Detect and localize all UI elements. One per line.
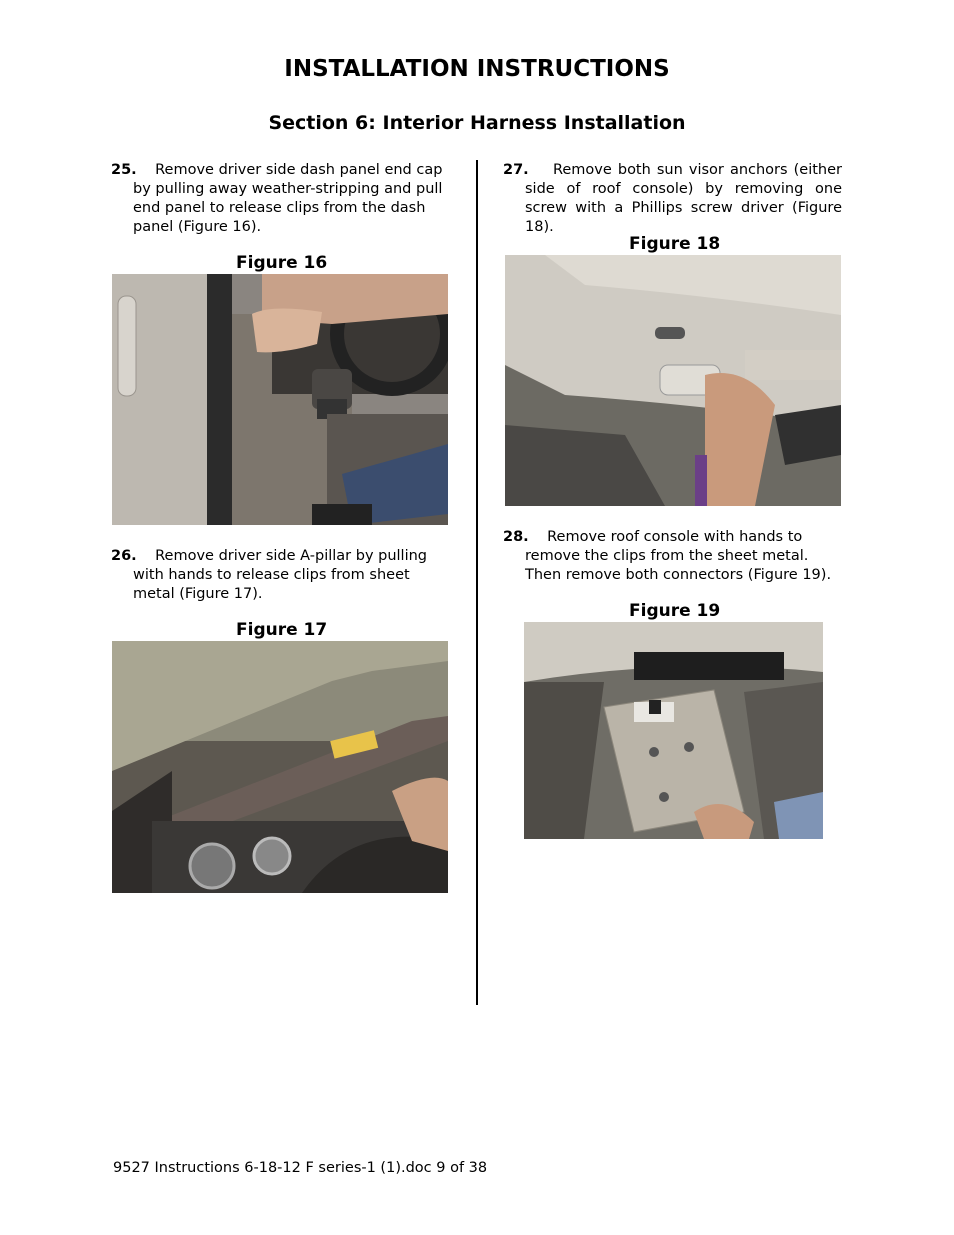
figure-16-photo (112, 274, 448, 525)
figure-18-photo (505, 255, 841, 506)
step-number: 25. (111, 162, 137, 178)
column-divider (476, 160, 478, 1005)
step-25 (111, 161, 444, 237)
step-number: 28. (503, 529, 529, 545)
step-text: Remove roof console with hands to remove the clips from the sheet metal. Then remove both connectors (Figure 19). (525, 529, 832, 583)
step-27 (503, 161, 842, 237)
step-26 (111, 547, 444, 604)
figure-19-photo (524, 622, 823, 839)
step-text: Remove driver side A-pillar by pulling with hands to release clips from sheet metal (Figure 17). (133, 548, 428, 602)
step-text: Remove both sun visor anchors (either side of roof console) by removing one screw with a Phillips screw driver (Figure 18). (525, 162, 842, 235)
section-title: Section 6: Interior Harness Installation (268, 112, 686, 134)
figure-18-caption: Figure 18 (629, 234, 721, 254)
step-number: 27. (503, 162, 529, 178)
step-28 (503, 528, 842, 585)
figure-17-photo (112, 641, 448, 893)
step-number: 26. (111, 548, 137, 564)
figure-19-caption: Figure 19 (629, 601, 721, 621)
figure-16-caption: Figure 16 (236, 253, 328, 273)
step-text: Remove driver side dash panel end cap by pulling away weather-stripping and pull end panel to release clips from the dash panel (Figure 16). (133, 162, 443, 235)
page-title: INSTALLATION INSTRUCTIONS (284, 56, 670, 82)
figure-17-caption: Figure 17 (236, 620, 328, 640)
footer: 9527 Instructions 6-18-12 F series-1 (1).doc 9 of 38 (113, 1160, 488, 1176)
